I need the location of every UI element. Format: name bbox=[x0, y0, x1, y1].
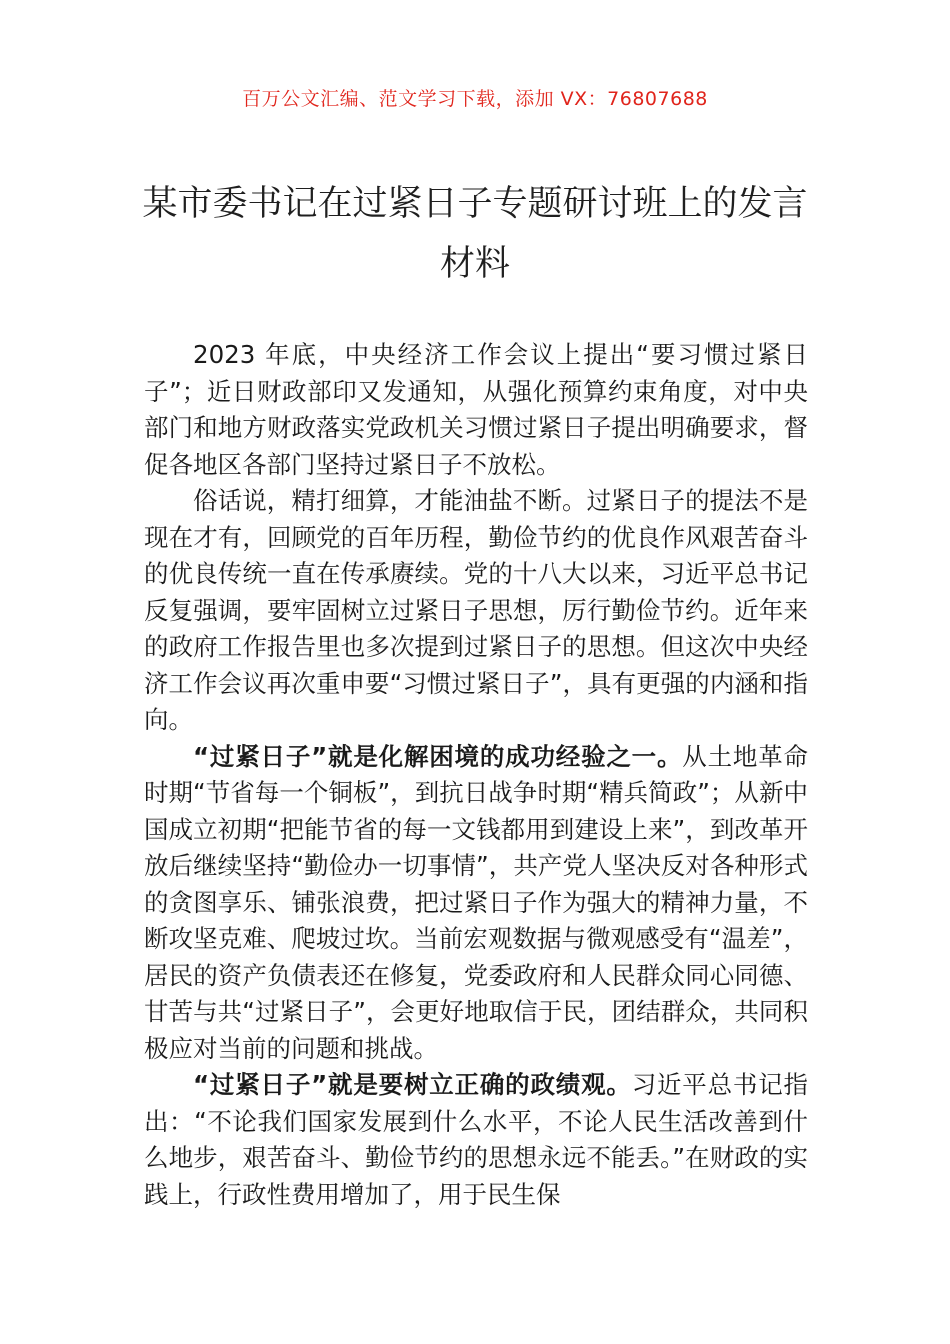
paragraph-text: 从土地革命时期“节省每一个铜板”，到抗日战争时期“精兵简政”；从新中国成立初期“把能节省的每一文钱都用到建设上来”，到改革开放后继续坚持“勤俭办一切事情”，共产党人坚决反对各种形式的贪图享乐、铺张浪费，把过紧日子作为强大的精神力量，不断攻坚克难、爬坡过坎。当前宏观数据与微观感受有“温差”，居民的资产负债表还在修复，党委政府和人民群众同心同德、甘苦与共“过紧日子”，会更好地取信于民，团结群众，共同积极应对当前的问题和挑战。 bbox=[144, 741, 809, 1063]
paragraph bbox=[144, 483, 808, 739]
paragraph-text: 习近平总书记指出：“不论我们国家发展到什么水平，不论人民生活改善到什么地步，艰苦奋斗、勤俭节约的思想永远不能丢。”在财政的实践上，行政性费用增加了，用于民生保 bbox=[144, 1070, 809, 1209]
paragraph bbox=[144, 337, 808, 483]
paragraph-text: 2023 年底，中央经济工作会议上提出“要习惯过紧日子”；近日财政部印又发通知，从强化预算约束角度，对中央部门和地方财政落实党政机关习惯过紧日子提出明确要求，督促各地区各部门坚持过紧日子不放松。 bbox=[144, 340, 808, 479]
document-body bbox=[144, 337, 808, 1213]
paragraph-lead: “过紧日子”就是要树立正确的政绩观。 bbox=[193, 1070, 632, 1099]
document-title: 某市委书记在过紧日子专题研讨班上的发言材料 bbox=[142, 184, 808, 284]
paragraph-lead: “过紧日子”就是化解困境的成功经验之一。 bbox=[193, 741, 683, 771]
paragraph-text: 俗话说，精打细算，才能油盐不断。过紧日子的提法不是现在才有，回顾党的百年历程，勤俭节约的优良作风艰苦奋斗的优良传统一直在传承赓续。党的十八大以来，习近平总书记反复强调，要牢固树立过紧日子思想，厉行勤俭节约。近年来的政府工作报告里也多次提到过紧日子的思想。但这次中央经济工作会议再次重申要“习惯过紧日子”，具有更强的内涵和指向。 bbox=[144, 486, 808, 734]
paragraph bbox=[144, 739, 808, 1068]
paragraph bbox=[144, 1067, 808, 1213]
watermark-banner: 百万公文汇编、范文学习下载，添加 VX：76807688 bbox=[242, 88, 708, 110]
